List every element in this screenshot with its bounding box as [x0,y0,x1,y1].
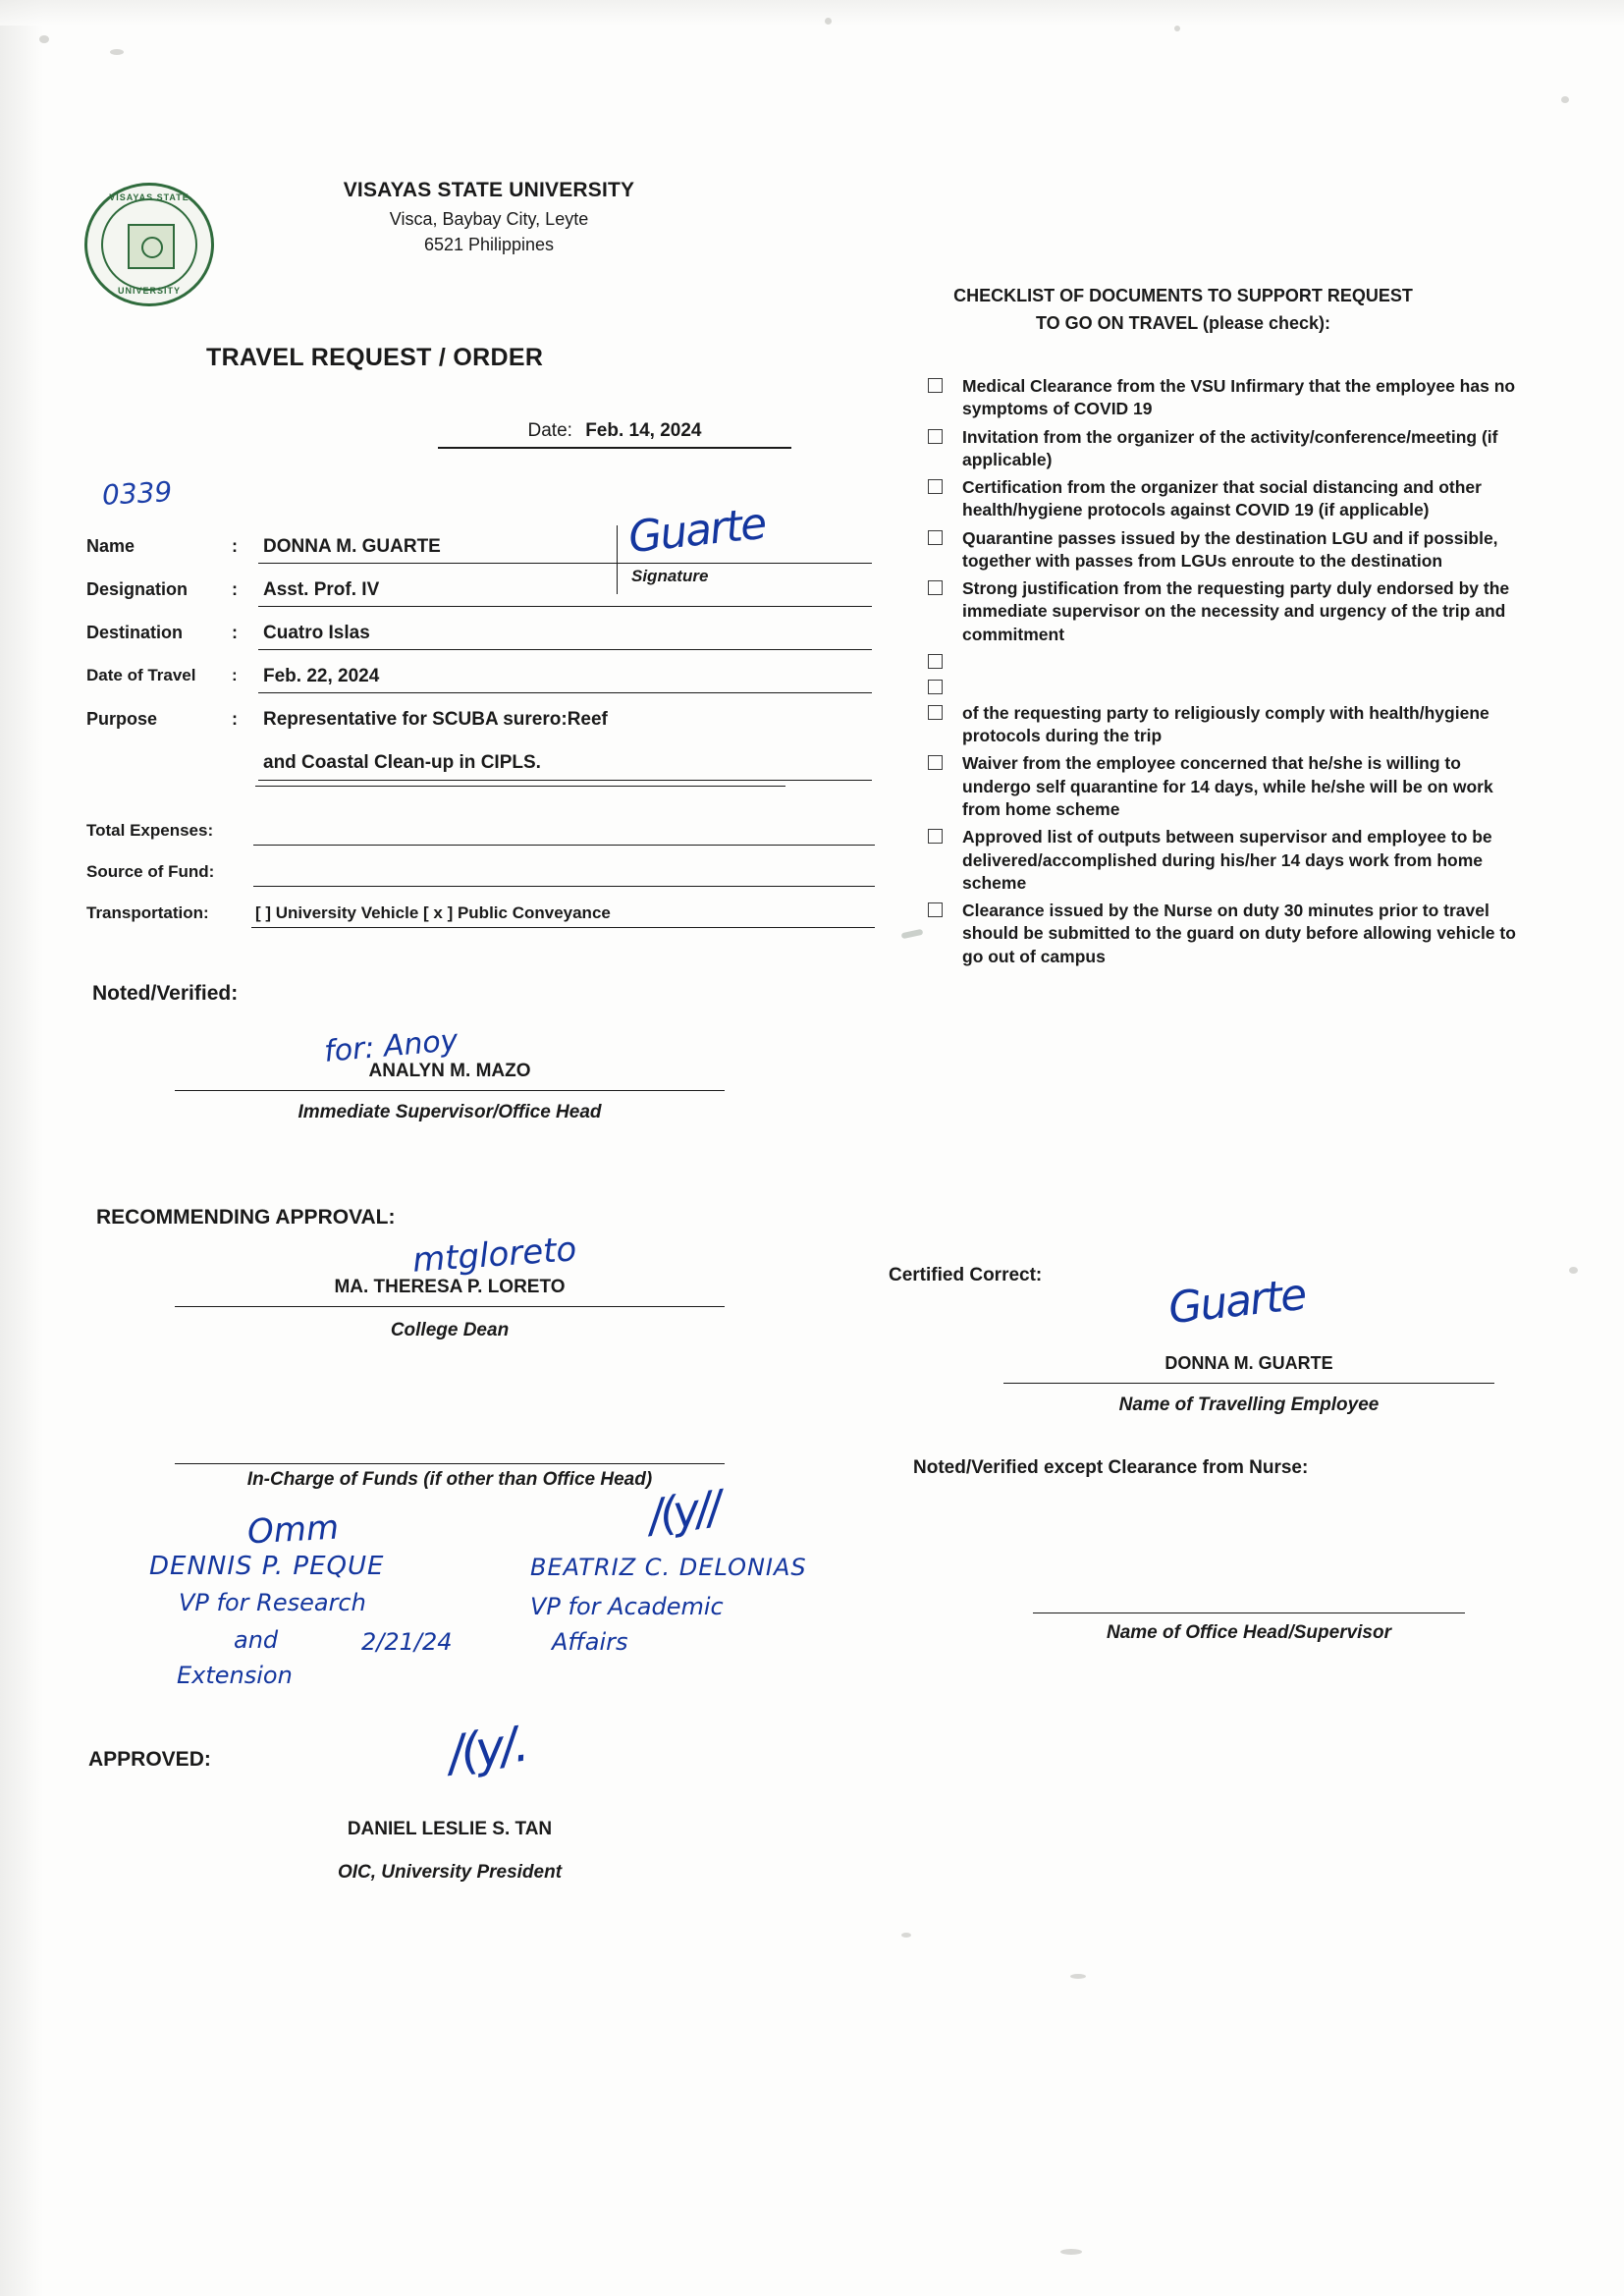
traveller-signature-line [1003,1383,1494,1384]
certified-correct-label: Certified Correct: [889,1265,1043,1285]
scan-smudge [901,929,924,939]
vp-academic-signature-ink: /(y// [644,1480,723,1543]
field-name-label: Name [86,536,135,556]
date-label: Date: [527,420,572,441]
checklist-item[interactable] [928,651,1517,675]
dean-role: College Dean [390,1320,510,1340]
funds-right-role-1: VP for Academic [530,1593,724,1620]
noted-except-nurse-label: Noted/Verified except Clearance from Nurse: [913,1457,1309,1478]
transportation-options: [ ] University Vehicle [ x ] Public Conveyance [255,903,611,922]
seal-bottom-text: UNIVERSITY [117,286,181,296]
field-date-of-travel-label: Date of Travel [86,666,196,684]
scan-edge-top [0,0,1624,26]
funds-right-name: BEATRIZ C. DELONIAS [530,1554,807,1581]
applicant-signature-ink: Guarte [625,498,768,564]
traveller-signature-ink: Guarte [1165,1269,1308,1335]
checklist-item-label: Invitation from the organizer of the activity/conference/meeting (if applicable) [962,426,1498,469]
checkbox-icon[interactable] [928,479,943,494]
field-date-of-travel-colon: : [232,666,238,684]
field-designation-label: Designation [86,579,189,599]
checkbox-icon[interactable] [928,580,943,595]
seal-top-text: VISAYAS STATE [109,192,189,202]
university-header [253,179,725,255]
supervisor-role: Immediate Supervisor/Office Head [298,1102,602,1122]
checklist-item[interactable] [928,375,1517,421]
checklist-item[interactable] [928,677,1517,700]
funds-left-role-1: VP for Research [179,1589,366,1616]
president-signature-ink: /(y/. [444,1715,529,1783]
field-total-expenses-label: Total Expenses: [86,821,214,840]
president-role: OIC, University President [337,1862,563,1883]
scan-speck [110,49,124,55]
noted-verified-label: Noted/Verified: [92,982,239,1005]
university-address-line-2: 6521 Philippines [423,235,555,254]
checkbox-icon[interactable] [928,755,943,770]
checkbox-icon[interactable] [928,902,943,917]
control-number-handwritten: 0339 [101,475,174,512]
funds-left-role-2: and [234,1626,279,1654]
checklist-item[interactable] [928,826,1517,895]
president-name: DANIEL LESLIE S. TAN [347,1819,553,1839]
checklist-item-label: Quarantine passes issued by the destination LGU and if possible, together with passes from LGUs enroute to the destination [962,527,1498,571]
checklist-item[interactable] [928,702,1517,748]
university-name: VISAYAS STATE UNIVERSITY [343,179,635,201]
checklist-item-label: Medical Clearance from the VSU Infirmary that the employee has no symptoms of COVID 19 [962,376,1516,419]
checkbox-icon[interactable] [928,429,943,444]
field-destination-value: Cuatro Islas [263,623,370,643]
scan-speck [1561,96,1569,103]
vp-research-signature-ink: Omm [246,1507,340,1553]
field-date-of-travel-value: Feb. 22, 2024 [263,666,380,686]
scan-speck [1569,1267,1578,1274]
checklist [928,375,1517,973]
checkbox-icon[interactable] [928,378,943,393]
supervisor-signature-line [175,1090,725,1091]
university-seal-logo [84,183,214,306]
checkbox-icon[interactable] [928,654,943,669]
field-purpose-value: Representative for SCUBA surero:Reef [263,709,608,730]
checkbox-icon[interactable] [928,705,943,720]
scan-speck [1070,1974,1086,1979]
checklist-item-label: Clearance issued by the Nurse on duty 30 minutes prior to travel should be submitted to the guard on duty before allowing vehicle to go out of campus [962,901,1516,966]
checklist-title-line-2: TO GO ON TRAVEL (please check): [1035,312,1331,333]
dean-name: MA. THERESA P. LORETO [334,1277,566,1297]
purpose-extra-rule [255,786,785,787]
checklist-item-label: Certification from the organizer that social distancing and other health/hygiene protocols against COVID 19 (if applicable) [962,477,1482,520]
supervisor-name: ANALYN M. MAZO [368,1061,531,1081]
checklist-item[interactable] [928,527,1517,574]
traveller-name: DONNA M. GUARTE [1164,1353,1333,1373]
field-transportation [86,903,611,923]
scan-speck [39,35,49,43]
checkbox-icon[interactable] [928,680,943,694]
traveller-role: Name of Travelling Employee [1118,1394,1380,1415]
field-destination-label: Destination [86,623,184,642]
scan-edge-left [0,0,43,2296]
field-name-colon: : [232,536,238,556]
scan-speck [825,18,832,25]
supervisor-signature-ink: for: Anoy [322,1023,460,1069]
checklist-item-label: Waiver from the employee concerned that he/she is willing to undergo self quarantine for 14 days, while he/she will be on work from home scheme [962,753,1493,819]
field-total-expenses [86,821,213,841]
approved-label: APPROVED: [88,1748,211,1771]
scan-speck [901,1933,911,1938]
checklist-item-label: of the requesting party to religiously comply with health/hygiene protocols during the trip [962,702,1489,746]
checklist-item-label: Strong justification from the requesting party duly endorsed by the immediate supervisor on the necessity and urgency of the trip and commitment [962,578,1510,644]
incharge-funds-line [175,1463,725,1464]
recommending-approval-label: RECOMMENDING APPROVAL: [96,1206,396,1229]
checklist-item[interactable] [928,476,1517,522]
funds-left-date: 2/21/24 [361,1628,453,1656]
dean-signature-ink: mtgloreto [410,1230,578,1281]
scan-speck [1060,2249,1082,2255]
date-field [438,420,791,449]
incharge-funds-role: In-Charge of Funds (if other than Office Head) [246,1469,653,1490]
checklist-item[interactable] [928,426,1517,472]
date-value: Feb. 14, 2024 [585,420,702,441]
field-purpose-value-line2: and Coastal Clean-up in CIPLS. [263,752,541,773]
checklist-item-label: Approved list of outputs between supervisor and employee to be delivered/accomplished during his/her 14 days work from home scheme [962,827,1492,893]
university-address-line-1: Visca, Baybay City, Leyte [389,209,589,229]
field-name-value: DONNA M. GUARTE [263,536,441,557]
checklist-item[interactable] [928,900,1517,968]
checkbox-icon[interactable] [928,829,943,844]
checklist-title [889,283,1478,338]
checklist-item[interactable] [928,577,1517,646]
funds-left-role-3: Extension [177,1662,293,1689]
checklist-item[interactable] [928,752,1517,821]
page-title: TRAVEL REQUEST / ORDER [206,344,544,371]
field-source-of-fund [86,862,214,882]
checkbox-icon[interactable] [928,530,943,545]
field-designation-colon: : [232,579,238,599]
field-destination-colon: : [232,623,238,642]
field-purpose-label: Purpose [86,709,158,729]
funds-left-name: DENNIS P. PEQUE [149,1552,385,1581]
scan-speck [1174,26,1180,31]
field-designation-value: Asst. Prof. IV [263,579,380,600]
field-source-of-fund-label: Source of Fund: [86,862,215,881]
funds-right-role-2: Affairs [552,1628,628,1656]
office-head-role: Name of Office Head/Supervisor [1106,1622,1392,1643]
signature-caption: Signature [631,567,709,585]
checklist-title-line-1: CHECKLIST OF DOCUMENTS TO SUPPORT REQUEST [953,286,1413,305]
dean-signature-line [175,1306,725,1307]
field-purpose-colon: : [232,709,238,729]
field-transportation-label: Transportation: [86,903,209,922]
